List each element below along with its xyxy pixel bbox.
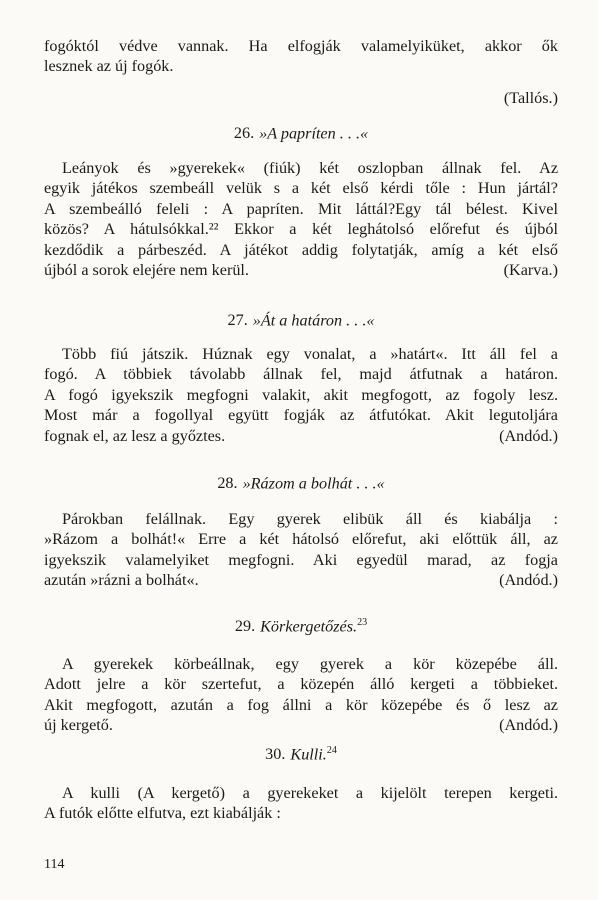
text-line: új kergető. [44, 716, 113, 735]
section-title: »Rázom a bolhát . . .« [242, 474, 385, 493]
source-text: (Tallós.) [503, 89, 558, 107]
section-title: »Át a határon . . .« [252, 311, 375, 330]
section-number: 26. [233, 124, 255, 143]
text-line: A kulli (A kergető) a gyerekeket a kijelölt terepen kergeti. [62, 784, 558, 802]
text-line: igyekszik valamelyiket megfogni. Aki egyedül marad, az fogja [44, 550, 558, 569]
text-line: azután »rázni a bolhát«. [44, 571, 199, 590]
source-text: (Andód.) [499, 571, 558, 590]
section-title: Kulli. [290, 745, 327, 764]
section-title: Körkergetőzés. [260, 617, 358, 636]
text-line: Akit megfogott, azután a fog állni a kör közepébe és ő lesz az [44, 695, 558, 714]
section-body-28 [44, 509, 558, 591]
section-heading-26 [44, 124, 558, 143]
text-line: A gyerekek körbeállnak, egy gyerek a kör közepébe áll. [62, 655, 558, 673]
text-line: fognak el, az lesz a győztes. [44, 426, 226, 445]
section-number: 30. [265, 745, 286, 764]
text-line: A fogó igyekszik megfogni valakit, akit megfogott, az fogoly lesz. [44, 385, 558, 404]
footnote-ref: 23 [357, 617, 368, 628]
section-title: »A papríten . . .« [259, 124, 369, 143]
section-number: 28. [217, 474, 238, 493]
text-line: lesznek az új fogók. [44, 57, 174, 76]
text-line: Adott jelre a kör szertefut, a közepén álló kergeti a többieket. [44, 675, 558, 694]
top-paragraph [44, 36, 558, 77]
section-heading-28 [44, 474, 558, 493]
last-line [44, 715, 558, 735]
text-line: Most már a fogollyal együtt fogják az átfutókat. Akit legutoljára [44, 406, 558, 425]
last-line [44, 260, 558, 280]
last-line [44, 570, 558, 590]
section-heading-27 [44, 311, 558, 330]
text-line: Több fiú játszik. Húznak egy vonalat, a »határt«. Itt áll fel a [62, 345, 558, 363]
text-line: egyik játékos szembeáll velük s a két első kérdi tőle : Hun jártál? [44, 179, 558, 198]
section-heading-29 [44, 617, 558, 636]
page-number: 114 [44, 857, 65, 872]
text-line: közös? A hátulsókkal.²² Ekkor a két leghátolsó előrefut és újból [44, 220, 558, 239]
section-body-27 [44, 344, 558, 446]
text-line: Párokban felállnak. Egy gyerek elibük áll és kiabálja : [62, 510, 558, 528]
source-note [44, 88, 558, 108]
text-line: fogó. A többiek távolabb állnak fel, majd átfutnak a határon. [44, 365, 558, 384]
text-line: A szembeálló feleli : A papríten. Mit láttál?Egy tál bélest. Kivel [44, 199, 558, 218]
section-body-29 [44, 654, 558, 736]
source-text: (Karva.) [503, 261, 558, 280]
source-text: (Andód.) [499, 716, 558, 735]
section-heading-30 [44, 745, 558, 764]
text-line: A futók előtte elfutva, ezt kiabálják : [44, 804, 281, 823]
text-line: fogóktól védve vannak. Ha elfogják valamelyiküket, akkor ők [44, 37, 558, 55]
last-line [44, 426, 558, 446]
text-line: Leányok és »gyerekek« (fiúk) két oszlopban állnak fel. Az [62, 159, 558, 177]
footnote-ref: 24 [326, 745, 337, 756]
text-line: kezdődik a párbeszéd. A játékot addig folytatják, amíg a két első [44, 240, 558, 259]
section-number: 27. [227, 311, 248, 330]
source-text: (Andód.) [499, 426, 558, 445]
text-line: újból a sorok elejére nem kerül. [44, 261, 249, 280]
text-line: »Rázom a bolhát!« Erre a két hátolsó előrefut, aki előttük áll, az [44, 530, 558, 549]
section-number: 29. [234, 617, 256, 636]
section-body-26 [44, 158, 558, 280]
section-body-30 [44, 783, 558, 824]
